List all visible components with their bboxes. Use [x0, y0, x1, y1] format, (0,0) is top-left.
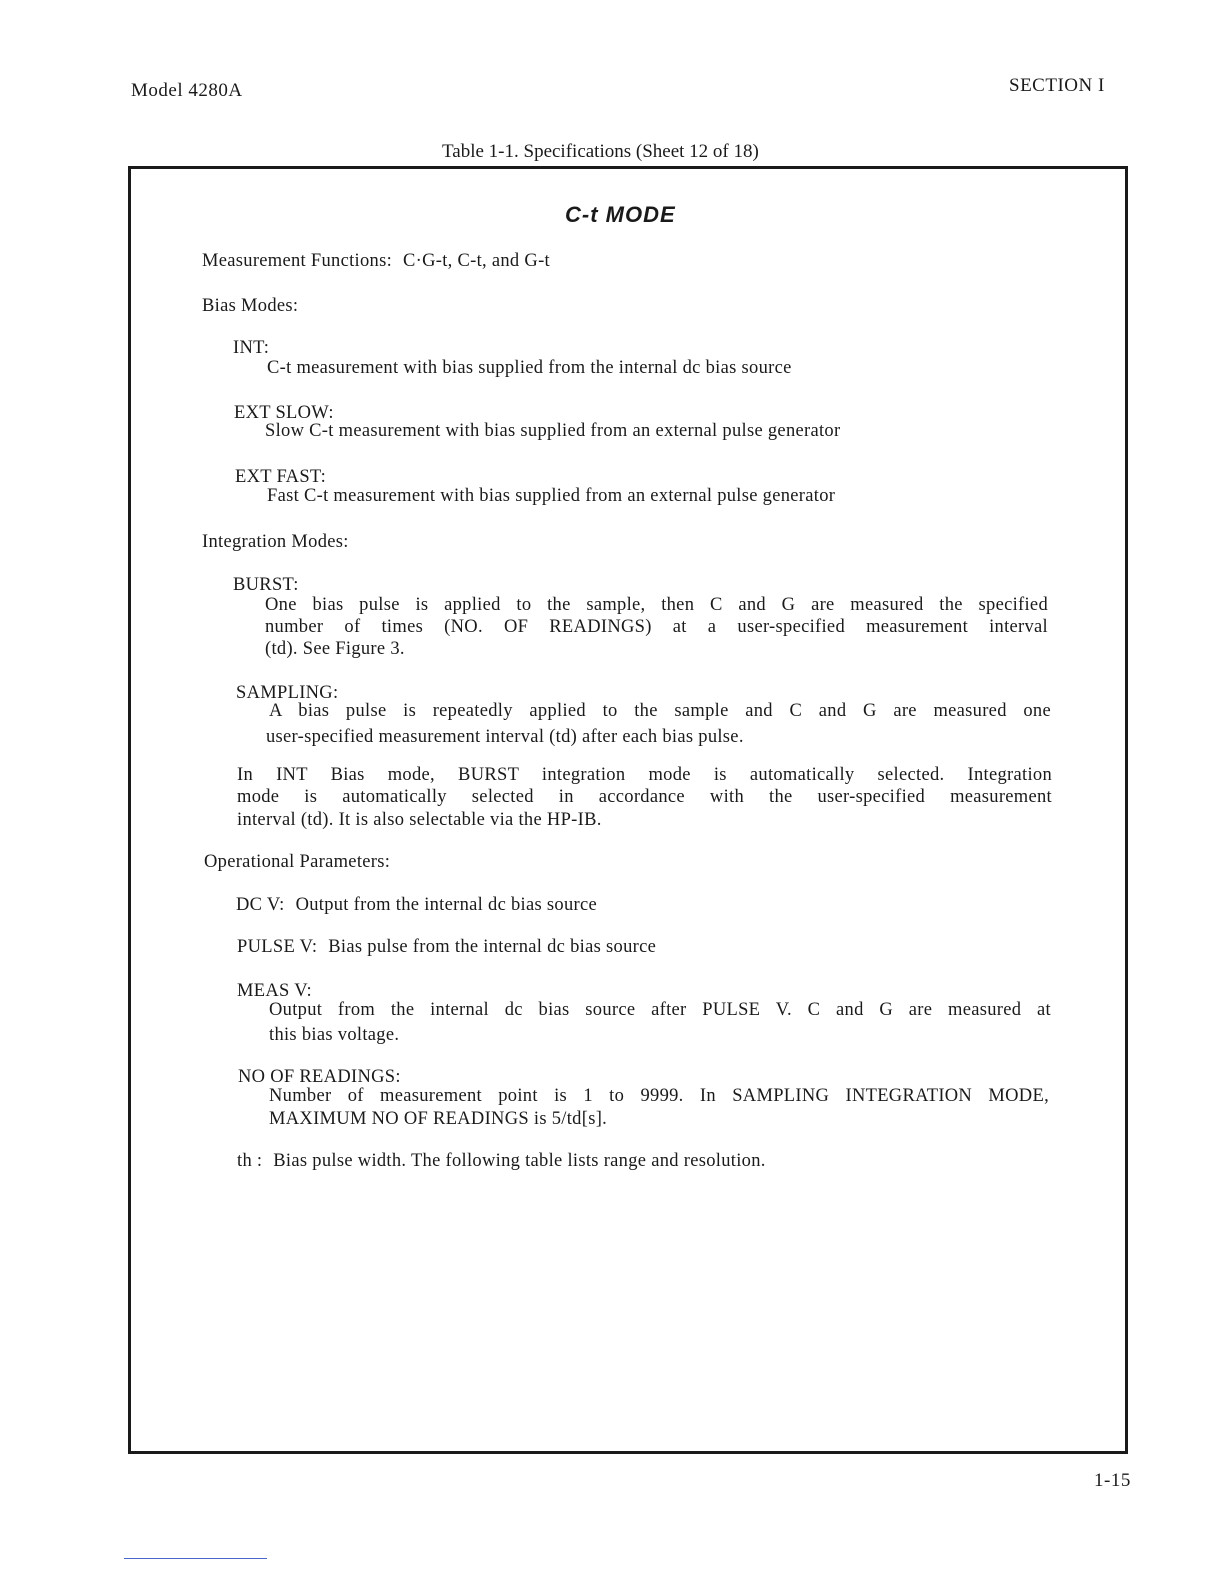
table-caption: Table 1-1. Specifications (Sheet 12 of 18) [442, 141, 759, 162]
integration-note-line-2: mode is automatically selected in accordance with the user-specified measurement [237, 787, 1052, 807]
meas-v-line-1: Output from the internal dc bias source after PULSE V. C and G are measured at [269, 1000, 1051, 1020]
integration-note-line-1: In INT Bias mode, BURST integration mode is automatically selected. Integration [237, 765, 1052, 785]
bias-ext-fast-text: Fast C-t measurement with bias supplied from an external pulse generator [267, 486, 836, 506]
th [237, 1151, 766, 1172]
bias-modes-heading: Bias Modes: [202, 296, 299, 316]
meas-v-line-2: this bias voltage. [269, 1025, 400, 1045]
sampling-line-1: A bias pulse is repeatedly applied to the sample and C and G are measured one [269, 701, 1051, 721]
pulse-v [237, 937, 656, 958]
integration-note-line-3: interval (td). It is also selectable via the HP-IB. [237, 810, 602, 830]
bias-ext-fast-label: EXT FAST: [235, 467, 327, 487]
burst-line-3: (td). See Figure 3. [265, 639, 405, 659]
bias-ext-slow-label: EXT SLOW: [234, 403, 334, 423]
dc-v-label: DC V: [236, 895, 285, 915]
meas-v-label: MEAS V: [237, 981, 312, 1001]
burst-line-2: number of times (NO. OF READINGS) at a user-specified measurement interval [265, 617, 1048, 637]
sampling-line-2: user-specified measurement interval (td) after each bias pulse. [266, 727, 744, 747]
section-label: SECTION I [1009, 75, 1105, 96]
burst-label: BURST: [233, 575, 299, 595]
integration-modes-heading: Integration Modes: [202, 532, 349, 552]
measurement-functions-label: Measurement Functions: [202, 251, 393, 271]
pulse-v-text: Bias pulse from the internal dc bias source [328, 937, 657, 957]
footer-rule [124, 1558, 267, 1559]
no-of-readings-label: NO OF READINGS: [238, 1067, 401, 1087]
mode-title: C-t MODE [565, 202, 676, 227]
measurement-functions [202, 251, 550, 272]
dc-v [236, 895, 597, 916]
pulse-v-label: PULSE V: [237, 937, 318, 957]
bias-ext-slow-text: Slow C-t measurement with bias supplied from an external pulse generator [265, 421, 841, 441]
model-label: Model 4280A [131, 80, 243, 101]
page-number: 1-15 [1094, 1470, 1131, 1491]
bias-int-label: INT: [233, 338, 270, 358]
th-text: Bias pulse width. The following table lists range and resolution. [273, 1151, 766, 1171]
operational-parameters-heading: Operational Parameters: [204, 852, 391, 872]
measurement-functions-value: C·G-t, C-t, and G-t [402, 251, 550, 271]
bias-int-text: C-t measurement with bias supplied from the internal dc bias source [267, 358, 792, 378]
dc-v-text: Output from the internal dc bias source [295, 895, 598, 915]
no-of-readings-line-1: Number of measurement point is 1 to 9999. In SAMPLING INTEGRATION MODE, [269, 1086, 1049, 1106]
sampling-label: SAMPLING: [236, 683, 339, 703]
no-of-readings-line-2: MAXIMUM NO OF READINGS is 5/td[s]. [269, 1109, 608, 1129]
burst-line-1: One bias pulse is applied to the sample, then C and G are measured the specified [265, 595, 1048, 615]
th-label: th : [237, 1151, 263, 1171]
